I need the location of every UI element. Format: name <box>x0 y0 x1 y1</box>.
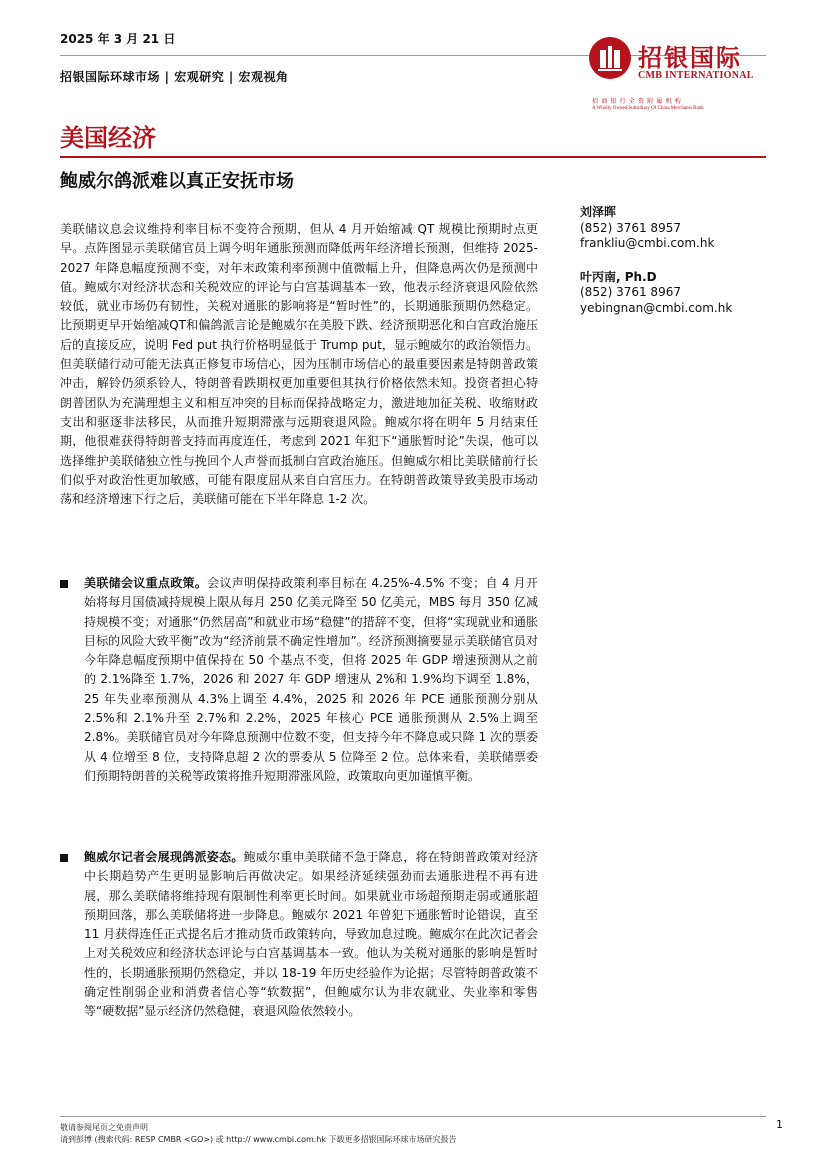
report-date: 2025 年 3 月 21 日 <box>60 32 176 46</box>
footer-disclaimer: 敬请参阅尾页之免责声明 <box>60 1123 148 1132</box>
bullet-fed-policy <box>60 574 538 786</box>
analyst-email[interactable]: frankliu@cmbi.com.hk <box>580 236 715 250</box>
logo-sub-cn: 招商银行全资附属机构 <box>592 98 685 105</box>
bullet-square-icon <box>60 580 68 588</box>
analyst-name: 刘泽晖 <box>580 205 617 219</box>
report-headline: 鲍威尔鸽派难以真正安抚市场 <box>60 171 294 192</box>
analyst-card <box>580 270 770 317</box>
footer-subscribe[interactable]: 请到彭博 (搜索代码: RESP CMBR <GO>) 或 http:// www.cmbi.com.hk 下载更多招银国际环球市场研究报告 <box>60 1135 457 1144</box>
analyst-card <box>580 205 770 252</box>
title-divider <box>60 156 766 158</box>
analyst-phone: (852) 3761 8957 <box>580 220 681 235</box>
logo-cn-text: 招银国际 <box>638 43 742 72</box>
bullet-square-icon <box>60 854 68 862</box>
bullet-lead: 鲍威尔记者会展现鸽派姿态。 <box>84 850 244 864</box>
analyst-name: 叶丙南, Ph.D <box>580 269 657 284</box>
page-number: 1 <box>776 1118 783 1131</box>
analyst-panel <box>580 205 770 334</box>
bullet-body: 鲍威尔重申美联储不急于降息，将在特朗普政策对经济中长期趋势产生更明显影响后再做决定。如果经济延续强劲而去通胀进程不再有进展，那么美联储将维持现有限制性利率更长时间。如果就业市场超预期走弱或通胀超预期回落，那么美联储将进一步降息。鲍威尔 2021 年曾犯下通胀暂时论错误，直至 11 月获得连任正式提名后才推动货币政策转向，导致加息过晚。鲍威尔在此次记者会上对关税效应和经济状态评论与白宫基调基本一致。他认为关税对通胀的影响是暂时性的，长期通胀预期仍然稳定，并以 18-19 年历史经验作为论据；尽管特朗普政策不确定性削弱企业和消费者信心等“软数据”，但鲍威尔认为非农就业、失业率和零售等“硬数据”显示经济仍然稳健，衰退风险依然较小。 <box>84 850 538 1019</box>
logo-en-text: CMB INTERNATIONAL <box>638 70 754 81</box>
bullet-powell-press <box>60 848 538 1022</box>
summary-text: 美联储议息会议维持利率目标不变符合预期，但从 4 月开始缩减 QT 规模比预期时点更早。点阵图显示美联储官员上调今明年通胀预测而降低两年经济增长预测，但维持 2025-2027 年降息幅度预测不变，对年末政策利率预测中值微幅上升，但降息两次仍是预测中值。鲍威尔对经济状态和关税效应的评论与白宫基调基本一致，他表示经济衰退风险依然较低，就业市场仍有韧性，关税对通胀的影响将是“暂时性”的，长期通胀预期仍然稳定。比预期更早开始缩减QT和偏鸽派言论是鲍威尔在美股下跌、经济预期恶化和白宫政治施压后的直接反应，说明 Fed put 执行价格明显低于 Trump put，显示鲍威尔的政治领悟力。但美联储行动可能无法真正修复市场信心，因为压制市场信心的最重要因素是特朗普政策冲击，解铃仍须系铃人，特朗普看跌期权更加重要但其执行价格依然未知。投资者担心特朗普团队为充满理想主义和相互冲突的目标而保持战略定力，激进地加征关税、收缩财政支出和驱逐非法移民，从而推升短期滞涨与远期衰退风险。鲍威尔将在明年 5 月结束任期，他很难获得特朗普支持而再度连任，考虑到 2021 年犯下“通胀暂时论”失误，他可以选择维护美联储独立性与挽回个人声誉而抵制白宫政治施压。但鲍威尔相比美联储前行长们似乎对政治性更加敏感，可能有限度屈从来自白宫压力。在特朗普政策导致美股市场动荡和经济增速下行之后，美联储可能在下半年降息 1-2 次。 <box>60 222 538 507</box>
analyst-phone: (852) 3761 8967 <box>580 285 681 299</box>
logo-sub-en: A Wholly Owned Subsidiary Of China Merchants Bank <box>592 106 704 111</box>
bullet-lead: 美联储会议重点政策。 <box>84 576 208 590</box>
bullet-text <box>84 848 538 1022</box>
report-category: 美国经济 <box>60 123 156 152</box>
cmb-logo-icon <box>588 36 632 80</box>
bullet-body: 会议声明保持政策利率目标在 4.25%-4.5% 不变；自 4 月开始将每月国债减持规模上限从每月 250 亿美元降至 50 亿美元，MBS 每月 350 亿减持规模不变；对通胀“仍然居高”和就业市场“稳健”的措辞不变，但将“实现就业和通胀目标的风险大致平衡”改为“经济前景不确定性增加”。经济预测摘要显示美联储官员对今年降息幅度预期中值保持在 50 个基点不变，但将 2025 年 GDP 增速预测从之前的 2.1%降至 1.7%，2026 和 2027 年 GDP 增速从 2%和 1.9%均下调至 1.8%，25 年失业率预测从 4.3%上调至 4.4%，2025 和 2026 年 PCE 通胀预测分别从 2.5%和 2.1%升至 2.7%和 2.2%，2025 年核心 PCE 通胀预测从 2.5%上调至 2.8%。美联储官员对今年降息预测中位数不变，但支持今年不降息或只降 1 次的票委从 4 位增至 8 位，支持降息超 2 次的票委从 5 位降至 2 位。总体来看，美联储票委们预期特朗普的关税等政策将推升短期滞涨风险，政策取向更加谨慎平衡。 <box>84 576 538 783</box>
cmbi-logo <box>588 36 778 120</box>
bullet-text <box>84 574 538 786</box>
department-line: 招银国际环球市场 | 宏观研究 | 宏观视角 <box>60 70 289 84</box>
analyst-email[interactable]: yebingnan@cmbi.com.hk <box>580 300 733 315</box>
footer-divider <box>60 1116 766 1117</box>
summary-paragraph <box>60 220 538 509</box>
